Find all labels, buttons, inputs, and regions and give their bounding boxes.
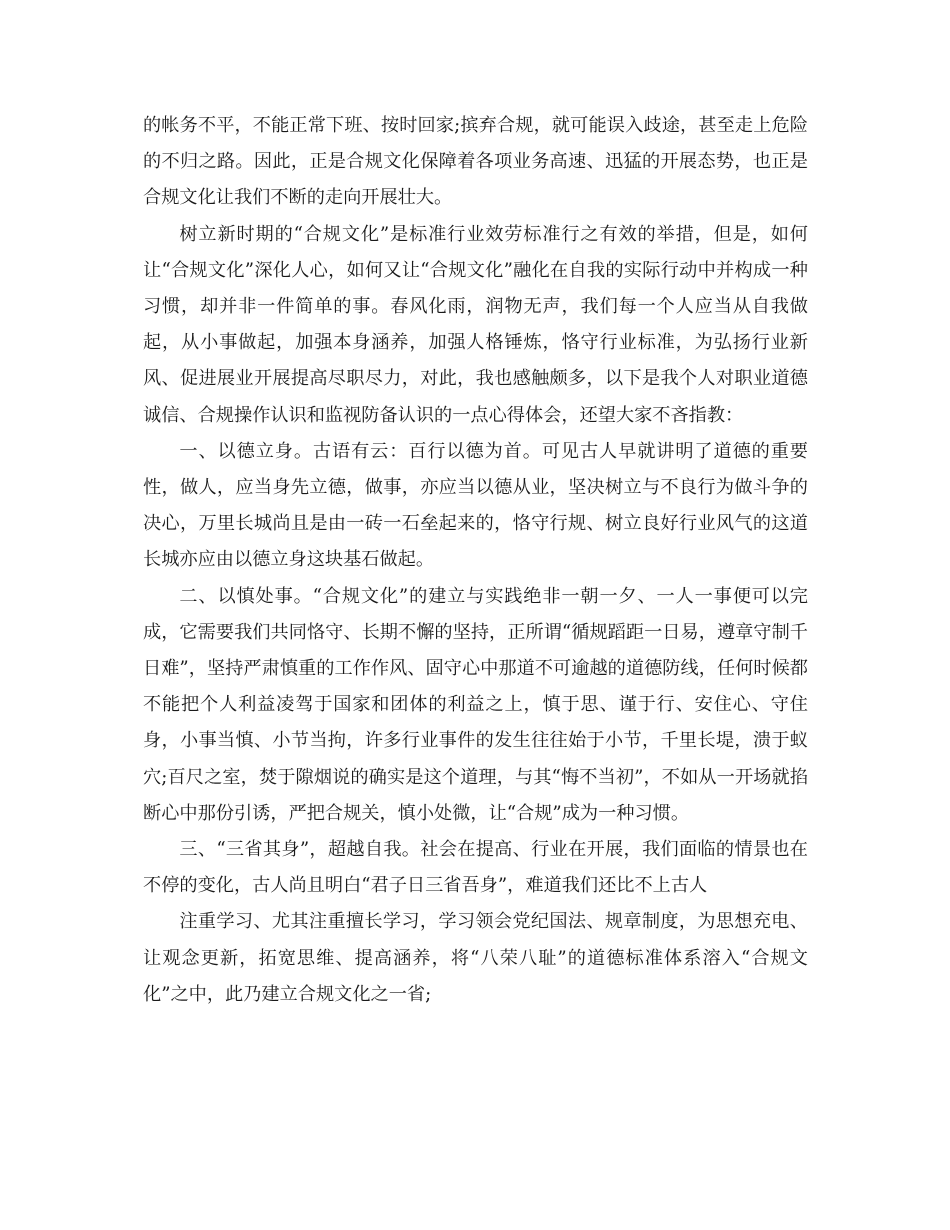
paragraph-continuation: 的帐务不平，不能正常下班、按时回家;摈弃合规，就可能误入歧途，甚至走上危险的不归之路。因此，正是合规文化保障着各项业务高速、迅猛的开展态势，也正是合规文化让我们不断的走向开展壮大。 xyxy=(143,115,808,209)
paragraph-study: 注重学习、尤其注重擅长学习，学习领会党纪国法、规章制度，为思想充电、让观念更新，拓宽思维、提高涵养，将“八荣八耻”的道德标准体系溶入“合规文化”之中，此乃建立合规文化之一省; xyxy=(143,911,808,1005)
paragraph-point-one: 一、以德立身。古语有云：百行以德为首。可见古人早就讲明了道德的重要性，做人，应当身先立德，做事，亦应当以德从业，坚决树立与不良行为做斗争的决心，万里长城尚且是由一砖一石垒起来的，恪守行规、树立良好行业风气的这道长城亦应由以德立身这块基石做起。 xyxy=(143,440,808,571)
paragraph-point-three: 三、“三省其身”，超越自我。社会在提高、行业在开展，我们面临的情景也在不停的变化，古人尚且明白“君子日三省吾身”，难道我们还比不上古人 xyxy=(143,839,808,897)
paragraph-compliance-culture: 树立新时期的“合规文化”是标准行业效劳标准行之有效的举措，但是，如何让“合规文化”深化人心，如何又让“合规文化”融化在自我的实际行动中并构成一种习惯，却并非一件简单的事。春风化雨，润物无声，我们每一个人应当从自我做起，从小事做起，加强本身涵养，加强人格锤炼，恪守行业标准，为弘扬行业新风、促进展业开展提高尽职尽力，对此，我也感触颇多，以下是我个人对职业道德诚信、合规操作认识和监视防备认识的一点心得体会，还望大家不吝指教： xyxy=(143,223,808,426)
document-body xyxy=(143,108,808,1013)
paragraph-point-two: 二、以慎处事。“合规文化”的建立与实践绝非一朝一夕、一人一事便可以完成，它需要我们共同恪守、长期不懈的坚持，正所谓“循规蹈距一日易，遵章守制千日难”，坚持严肃慎重的工作作风、固守心中那道不可逾越的道德防线，任何时候都不能把个人利益凌驾于国家和团体的利益之上，慎于思、谨于行、安住心、守住身，小事当慎、小节当拘，许多行业事件的发生往往始于小节，千里长堤，溃于蚁穴;百尺之室，焚于隙烟说的确实是这个道理，与其“悔不当初”，不如从一开场就掐断心中那份引诱，严把合规关，慎小处微，让“合规”成为一种习惯。 xyxy=(143,585,808,824)
